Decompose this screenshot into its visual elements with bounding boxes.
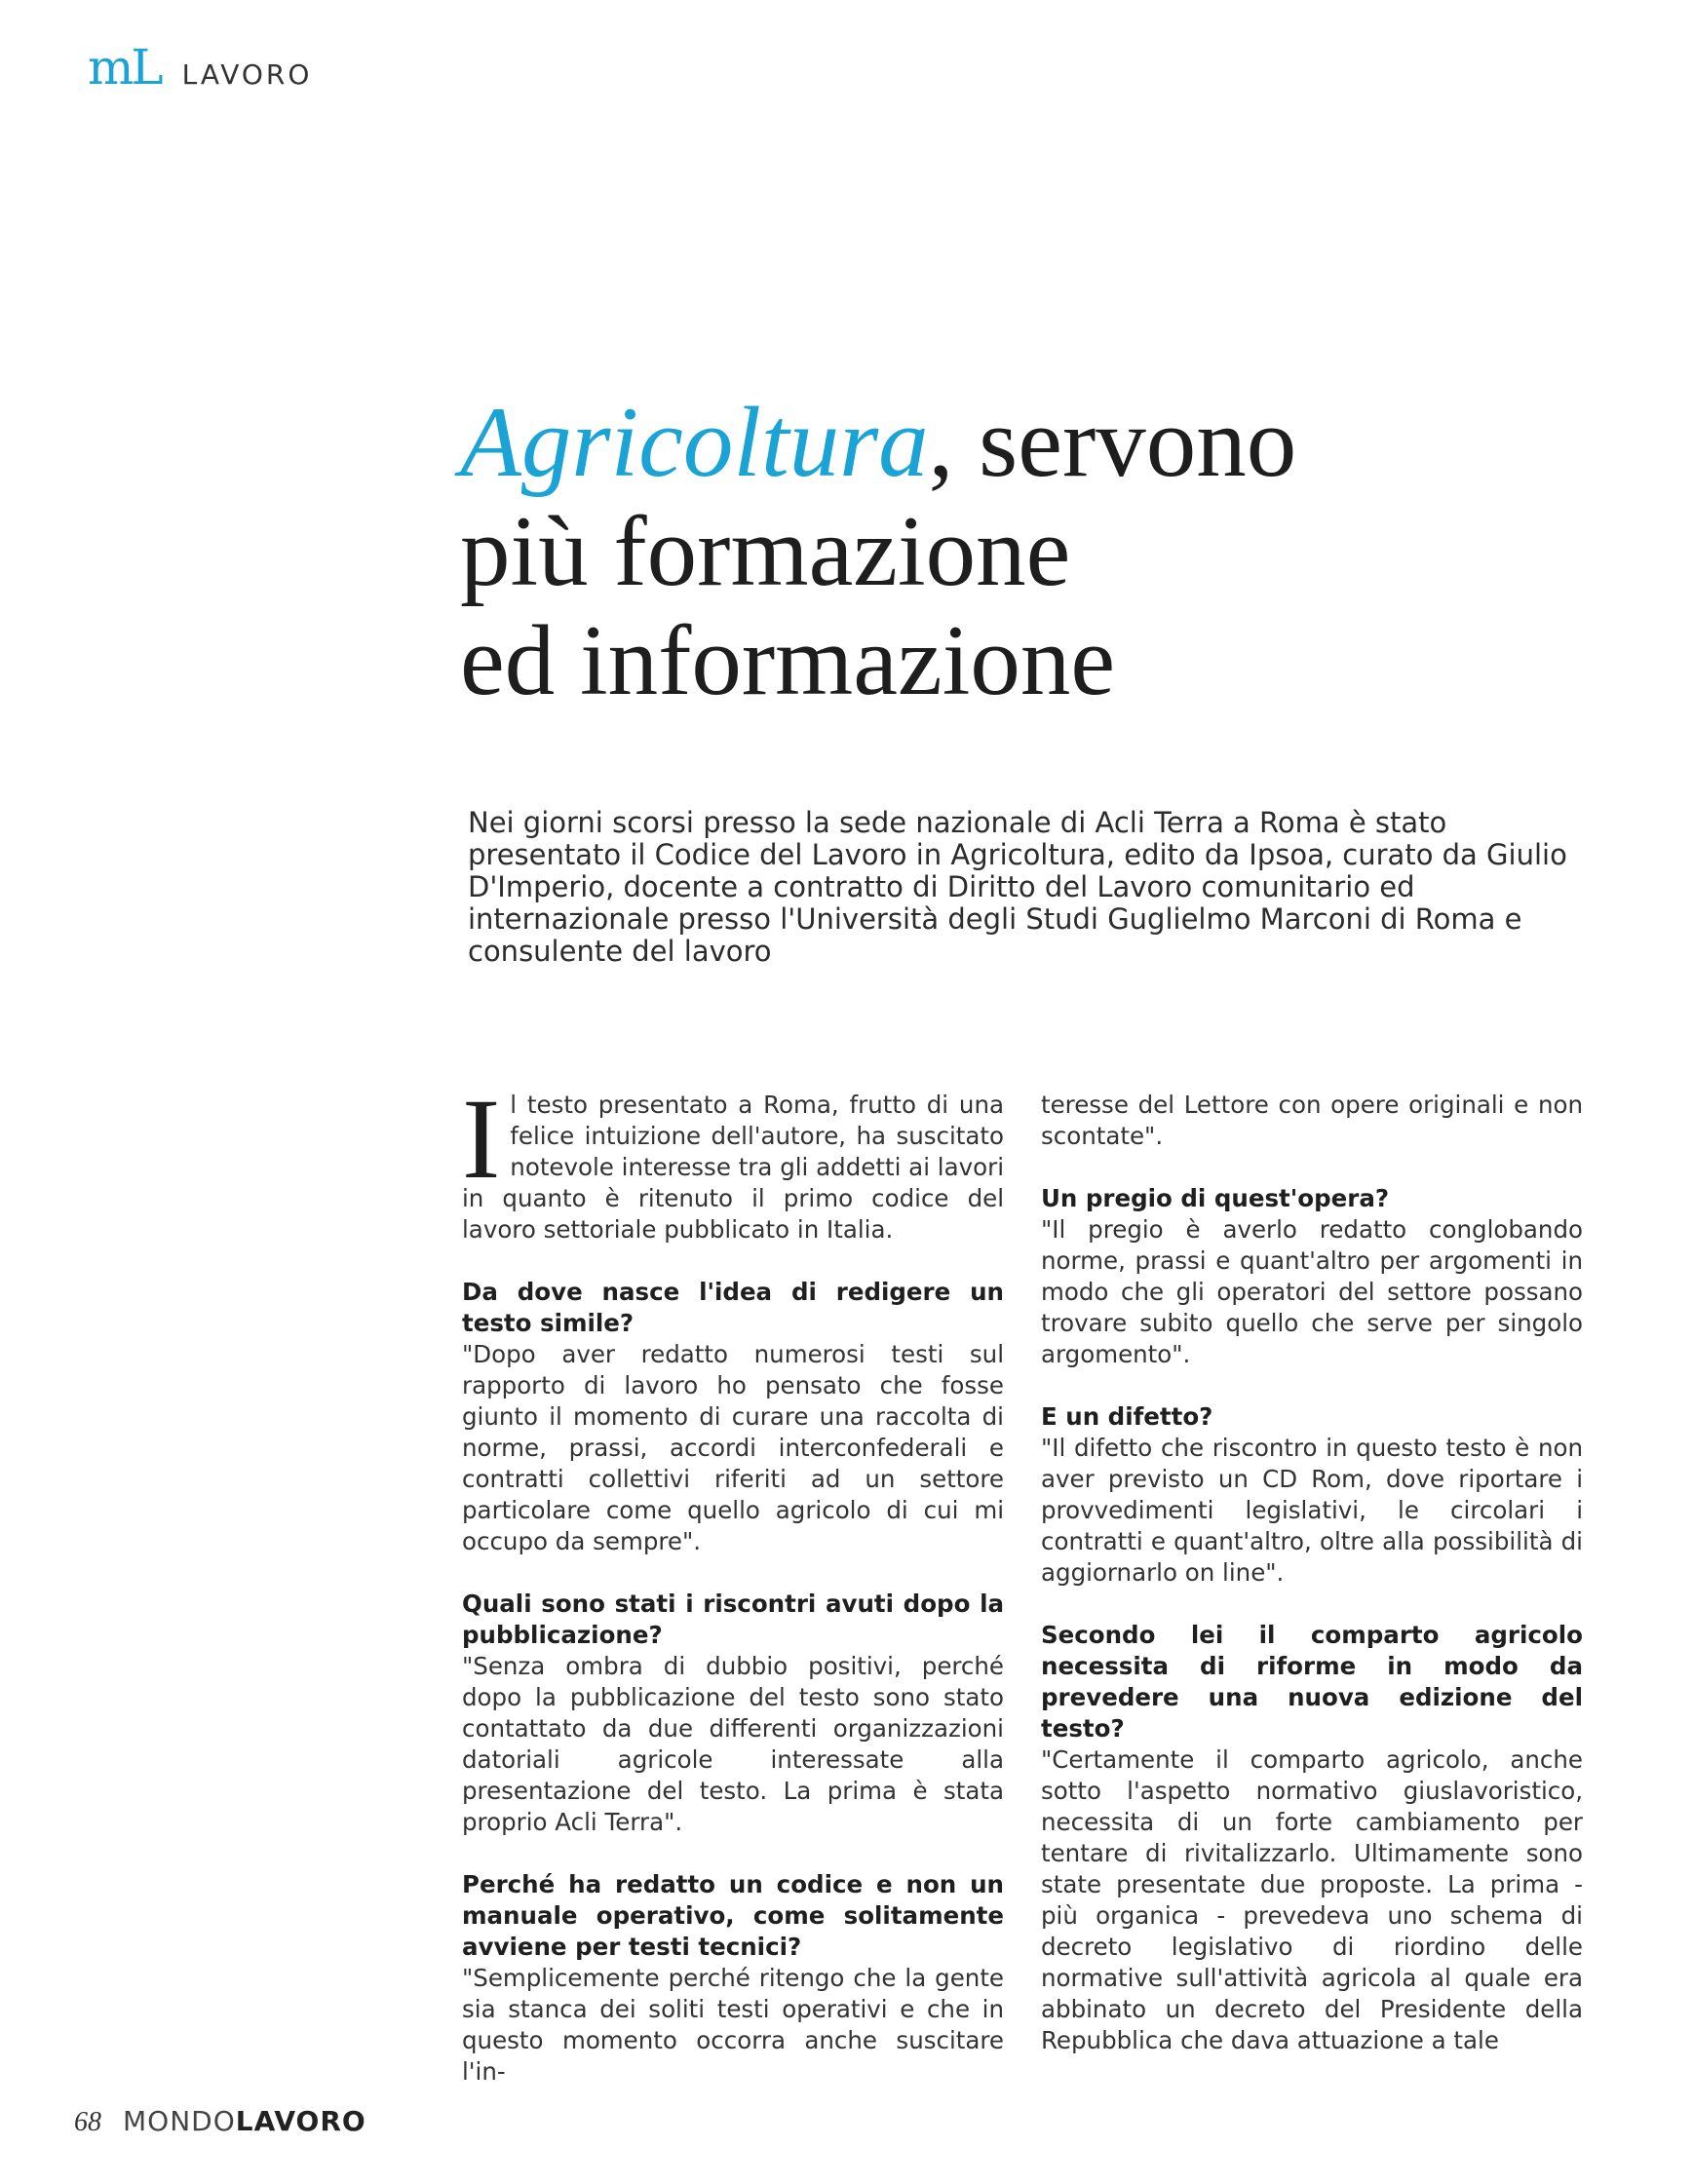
question: Un pregio di quest'opera? (1041, 1184, 1390, 1212)
magazine-name-light: MONDO (123, 2105, 236, 2137)
question: Perché ha redatto un codice e non un manuale operativo, come solitamente avviene per testi tecnici? (462, 1870, 1004, 1961)
question: Quali sono stati i riscontri avuti dopo la pubblicazione? (462, 1590, 1004, 1649)
drop-cap: I (462, 1075, 501, 1203)
article-lead: Nei giorni scorsi presso la sede nazionale di Acli Terra a Roma è stato presentato il Codice del Lavoro in Agricoltura, edito da Ipsoa, curato da Giulio D'Imperio, docente a contratto di Diritto del Lavoro comunitario ed internazionale presso l'Università degli Studi Guglielmo Marconi di Roma e consulente del lavoro (468, 806, 1567, 968)
article-title (460, 388, 1630, 715)
page-header (88, 39, 313, 96)
answer: "Semplicemente perché ritengo che la gente sia stanca dei soliti testi operativi e che in questo momento occorra anche suscitare l'in- (462, 1964, 1004, 2086)
article-column-left (462, 1075, 1004, 2088)
title-line1-rest: , servono (928, 387, 1297, 498)
question: Da dove nasce l'idea di redigere un testo simile? (462, 1278, 1004, 1337)
intro-text: l testo presentato a Roma, frutto di una felice intuizione dell'autore, ha suscitato notevole interesse tra gli addetti ai lavori in quanto è ritenuto il primo codice del lavoro settoriale pubblicato in Italia. (462, 1091, 1004, 1244)
title-line3: ed informazione (460, 605, 1116, 716)
intro-paragraph (462, 1075, 1004, 1245)
page-number: 68 (74, 2107, 101, 2137)
article-column-right (1041, 1090, 1583, 2056)
magazine-name (123, 2105, 366, 2137)
answer: "Il pregio è averlo redatto conglobando norme, prassi e quant'altro per argomenti in modo che gli operatori del settore possano trovare subito quello che serve per singolo argomento". (1041, 1215, 1583, 1368)
title-line2: più formazione (460, 496, 1071, 607)
answer: "Senza ombra di dubbio positivi, perché dopo la pubblicazione del testo sono stato contattato da due differenti organizzazioni datoriali agricole interessate alla presentazione del testo. La prima è stata proprio Acli Terra". (462, 1652, 1004, 1836)
title-accent: Agricoltura (460, 387, 929, 498)
answer: "Dopo aver redatto numerosi testi sul rapporto di lavoro ho pensato che fosse giunto il momento di curare una raccolta di norme, prassi, accordi interconfederali e contratti collettivi riferiti ad un settore particolare come quello agricolo di cui mi occupo da sempre". (462, 1340, 1004, 1555)
page-footer (74, 2105, 366, 2138)
answer: "Il difetto che riscontro in questo testo è non aver previsto un CD Rom, dove riportare i provvedimenti legislativi, le circolari i contratti e quant'altro, oltre alla possibilità di aggiornarlo on line". (1041, 1434, 1583, 1587)
section-label: LAVORO (181, 58, 313, 91)
magazine-name-bold: LAVORO (235, 2105, 366, 2137)
answer: "Certamente il comparto agricolo, anche sotto l'aspetto normativo giuslavoristico, necessita di un forte cambiamento per tentare di rivitalizzarlo. Ultimamente sono state presentate due proposte. La prima - più organica - prevedeva uno schema di decreto legislativo di riordino delle normative sull'attività agricola al quale era abbinato un decreto del Presidente della Repubblica che dava attuazione a tale (1041, 1745, 1583, 2054)
question: E un difetto? (1041, 1402, 1213, 1431)
magazine-logo: mL (88, 39, 161, 96)
answer-continued: teresse del Lettore con opere originali e non scontate". (1041, 1091, 1583, 1150)
question: Secondo lei il comparto agricolo necessita di riforme in modo da prevedere una nuova edizione del testo? (1041, 1621, 1583, 1743)
